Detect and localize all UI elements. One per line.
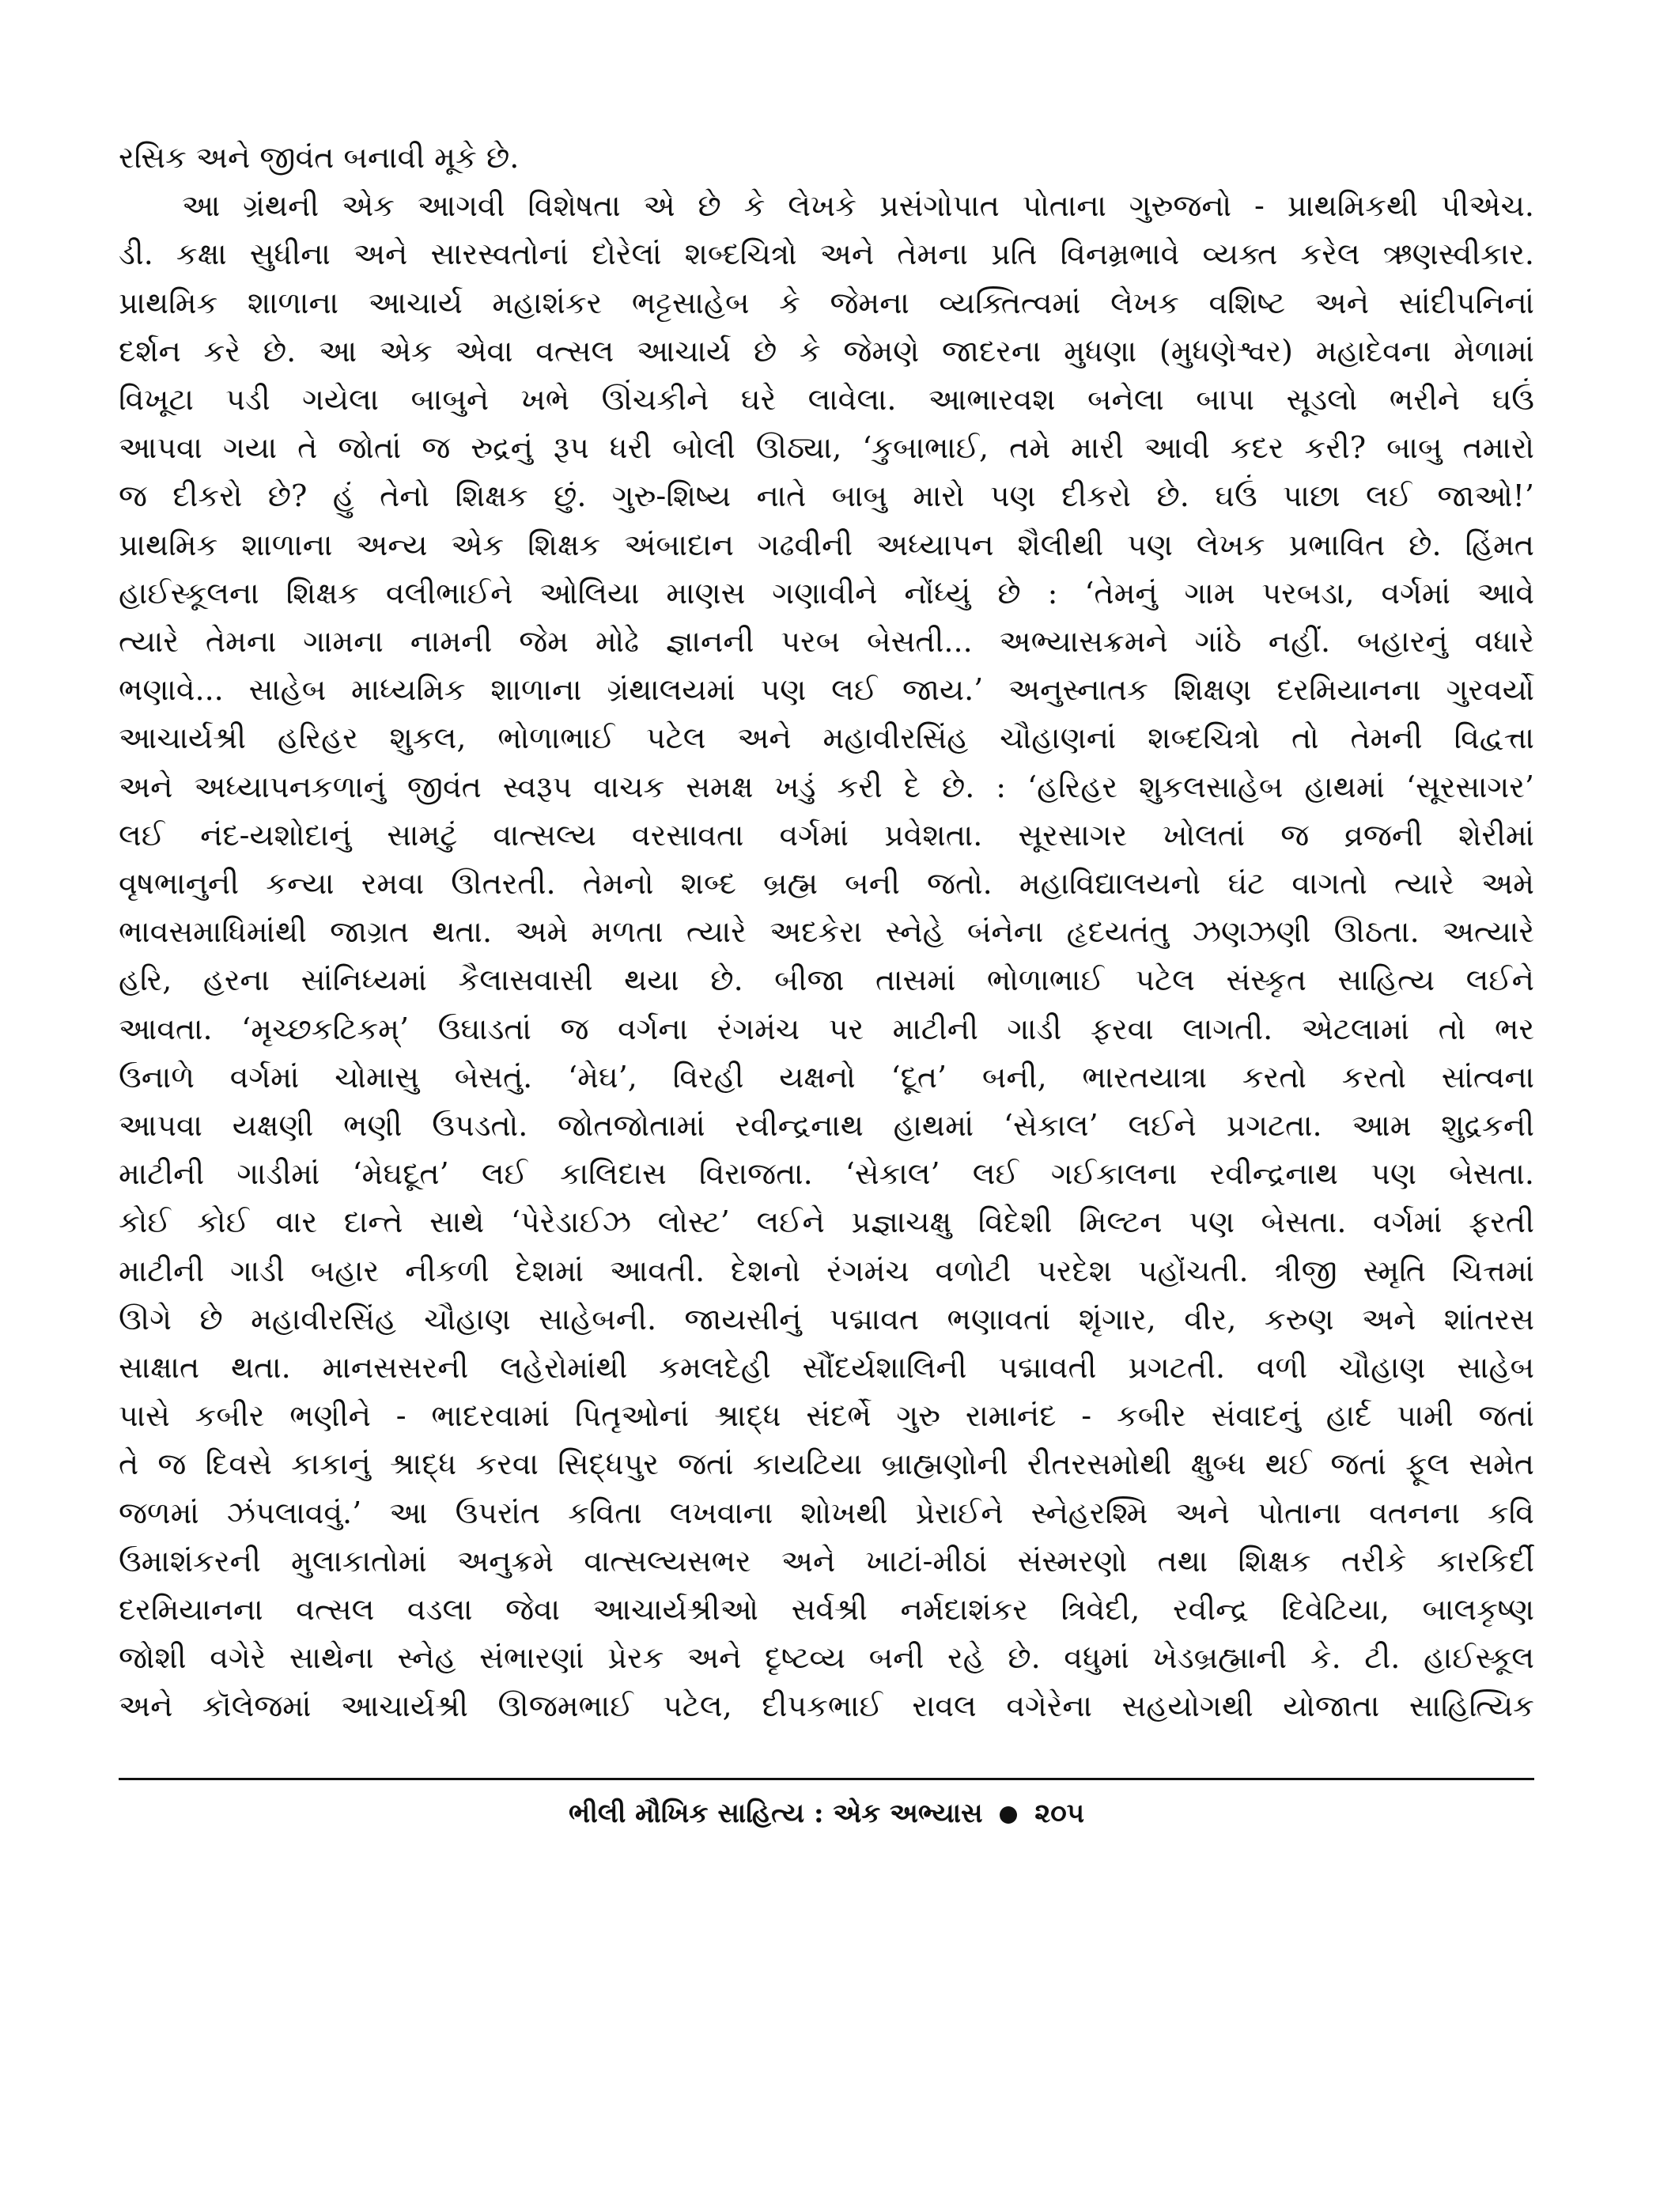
text-line: રસિક અને જીવંત બનાવી મૂકે છે.: [119, 140, 520, 175]
text-line: હાઈસ્કૂલના શિક્ષક વલીભાઈને ઓલિયા માણસ ગણાવીને નોંધ્યું છે : ‘તેમનું ગામ પરબડા, વર્ગમાં આવે: [119, 575, 1534, 611]
footer-rule: [119, 1778, 1534, 1780]
text-line: આ ગ્રંથની એક આગવી વિશેષતા એ છે કે લેખકે પ્રસંગોપાત પોતાના ગુરુજનો - પ્રાથમિકથી પીએચ.: [182, 188, 1534, 224]
text-line: ડી. કક્ષા સુધીના અને સારસ્વતોનાં દોરેલાં શબ્દચિત્રો અને તેમના પ્રતિ વિનમ્રભાવે વ્યક્ત કરેલ ઋણસ્વીકાર.: [119, 236, 1534, 272]
text-line: પાસે કબીર ભણીને - ભાદરવામાં પિતૃઓનાં શ્રાદ્ધ સંદર્ભે ગુરુ રામાનંદ - કબીર સંવાદનું હાર્દ પામી જતાં: [119, 1398, 1534, 1434]
text-line: ઉમાશંકરની મુલાકાતોમાં અનુક્રમે વાત્સલ્યસભર અને ખાટાં-મીઠાં સંસ્મરણો તથા શિક્ષક તરીકે કારકિર્દી: [119, 1543, 1534, 1579]
book-page: [119, 134, 1534, 2151]
text-line: વિખૂટા પડી ગયેલા બાબુને ખભે ઊંચકીને ઘરે લાવેલા. આભારવશ બનેલા બાપા સૂડલો ભરીને ઘઉં: [119, 382, 1534, 417]
text-line: આવતા. ‘મૃચ્છકટિકમ્’ ઉઘાડતાં જ વર્ગના રંગમંચ પર માટીની ગાડી ફરવા લાગતી. એટલામાં તો ભર: [119, 1011, 1534, 1046]
text-line: જોશી વગેરે સાથેના સ્નેહ સંભારણાં પ્રેરક અને દૃષ્ટવ્ય બની રહે છે. વધુમાં ખેડબ્રહ્માની કે. ટી. હાઈસ્કૂલ: [119, 1640, 1534, 1676]
text-line: આપવા ગયા તે જોતાં જ રુદ્રનું રૂપ ધરી બોલી ઊઠ્યા, ‘કુબાભાઈ, તમે મારી આવી કદર કરી? બાબુ તમારો: [119, 430, 1534, 466]
text-line: માટીની ગાડીમાં ‘મેઘદૂત’ લઈ કાલિદાસ વિરાજતા. ‘સેકાલ’ લઈ ગઈકાલના રવીન્દ્રનાથ પણ બેસતા.: [119, 1156, 1534, 1192]
text-line: આપવા યક્ષણી ભણી ઉપડતો. જોતજોતામાં રવીન્દ્રનાથ હાથમાં ‘સેકાલ’ લઈને પ્રગટતા. આમ શુદ્રકની: [119, 1108, 1534, 1143]
text-line: અને કૉલેજમાં આચાર્યશ્રી ઊજમભાઈ પટેલ, દીપકભાઈ રાવલ વગેરેના સહયોગથી યોજાતા સાહિત્યિક: [119, 1688, 1534, 1724]
text-line: ત્યારે તેમના ગામના નામની જેમ મોઢે જ્ઞાનની પરબ બેસતી... અભ્યાસક્રમને ગાંઠે નહીં. બહારનું વધારે: [119, 624, 1534, 659]
footer-book-title: ભીલી મૌખિક સાહિત્ય : એક અભ્યાસ: [568, 1798, 983, 1829]
text-line: આચાર્યશ્રી હરિહર શુકલ, ભોળાભાઈ પટેલ અને મહાવીરસિંહ ચૌહાણનાં શબ્દચિત્રો તો તેમની વિદ્વત્તા: [119, 720, 1534, 756]
text-line: પ્રાથમિક શાળાના અન્ય એક શિક્ષક અંબાદાન ગઢવીની અધ્યાપન શૈલીથી પણ લેખક પ્રભાવિત છે. હિંમત: [119, 527, 1534, 562]
page-number: ૨૦૫: [1034, 1798, 1085, 1829]
text-line: વૃષભાનુની કન્યા રમવા ઊતરતી. તેમનો શબ્દ બ્રહ્મ બની જતો. મહાવિદ્યાલયનો ઘંટ વાગતો ત્યારે અમે: [119, 866, 1534, 901]
text-line: ઊગે છે મહાવીરસિંહ ચૌહાણ સાહેબની. જાયસીનું પદ્માવત ભણાવતાં શૃંગાર, વીર, કરુણ અને શાંતરસ: [119, 1301, 1534, 1337]
text-line: જ દીકરો છે? હું તેનો શિક્ષક છું. ગુરુ-શિષ્ય નાતે બાબુ મારો પણ દીકરો છે. ઘઉં પાછા લઈ જાઓ!’: [119, 478, 1534, 514]
text-line: તે જ દિવસે કાકાનું શ્રાદ્ધ કરવા સિદ્ધપુર જતાં કાયટિયા બ્રાહ્મણોની રીતરસમોથી ક્ષુબ્ધ થઈ જતાં ફૂલ સમેત: [119, 1446, 1534, 1482]
bullet-dot-icon: [1000, 1806, 1017, 1824]
text-line: ભાવસમાધિમાંથી જાગ્રત થતા. અમે મળતા ત્યારે અદકેરા સ્નેહે બંનેના હૃદયતંતુ ઝણઝણી ઊઠતા. અત્યારે: [119, 914, 1534, 950]
text-line: લઈ નંદ-યશોદાનું સામટું વાત્સલ્ય વરસાવતા વર્ગમાં પ્રવેશતા. સૂરસાગર ખોલતાં જ વ્રજની શેરીમાં: [119, 817, 1534, 853]
text-line: અને અધ્યાપનકળાનું જીવંત સ્વરૂપ વાચક સમક્ષ ખડું કરી દે છે. : ‘હરિહર શુકલસાહેબ હાથમાં ‘સૂરસાગર’: [119, 769, 1534, 804]
text-line: માટીની ગાડી બહાર નીકળી દેશમાં આવતી. દેશનો રંગમંચ વળોટી પરદેશ પહોંચતી. ત્રીજી સ્મૃતિ ચિત્તમાં: [119, 1253, 1534, 1288]
text-line: હરિ, હરના સાંનિધ્યમાં કૈલાસવાસી થયા છે. બીજા તાસમાં ભોળાભાઈ પટેલ સંસ્કૃત સાહિત્ય લઈને: [119, 962, 1534, 998]
text-line: ભણાવે... સાહેબ માધ્યમિક શાળાના ગ્રંથાલયમાં પણ લઈ જાય.’ અનુસ્નાતક શિક્ષણ દરમિયાનના ગુરવર્યો: [119, 672, 1534, 708]
text-line: પ્રાથમિક શાળાના આચાર્ય મહાશંકર ભટ્ટસાહેબ કે જેમના વ્યક્તિત્વમાં લેખક વશિષ્ટ અને સાંદીપનિનાં: [119, 285, 1534, 320]
text-line: જળમાં ઝંપલાવવું.’ આ ઉપરાંત કવિતા લખવાના શોખથી પ્રેરાઈને સ્નેહરશ્મિ અને પોતાના વતનના કવિ: [119, 1495, 1534, 1530]
text-line: દરમિયાનના વત્સલ વડલા જેવા આચાર્યશ્રીઓ સર્વશ્રી નર્મદાશંકર ત્રિવેદી, રવીન્દ્ર દિવેટિયા, બાલકૃષ્ણ: [119, 1592, 1534, 1627]
text-line: ઉનાળે વર્ગમાં ચોમાસુ બેસતું. ‘મેઘ’, વિરહી યક્ષનો ‘દૂત’ બની, ભારતયાત્રા કરતો કરતો સાંત્વના: [119, 1059, 1534, 1095]
text-line: સાક્ષાત થતા. માનસસરની લહેરોમાંથી કમલદેહી સૌંદર્યશાલિની પદ્માવતી પ્રગટતી. વળી ચૌહાણ સાહેબ: [119, 1350, 1534, 1385]
page-footer: [119, 1794, 1534, 1833]
body-text: [119, 134, 1534, 1732]
text-line: દર્શન કરે છે. આ એક એવા વત્સલ આચાર્ય છે કે જેમણે જાદરના મુધણા (મુધણેશ્વર) મહાદેવના મેળામાં: [119, 333, 1534, 369]
text-line: કોઈ કોઈ વાર દાન્તે સાથે ‘પેરેડાઈઝ લોસ્ટ’ લઈને પ્રજ્ઞાચક્ષુ વિદેશી મિલ્ટન પણ બેસતા. વર્ગમાં ફરતી: [119, 1204, 1534, 1240]
